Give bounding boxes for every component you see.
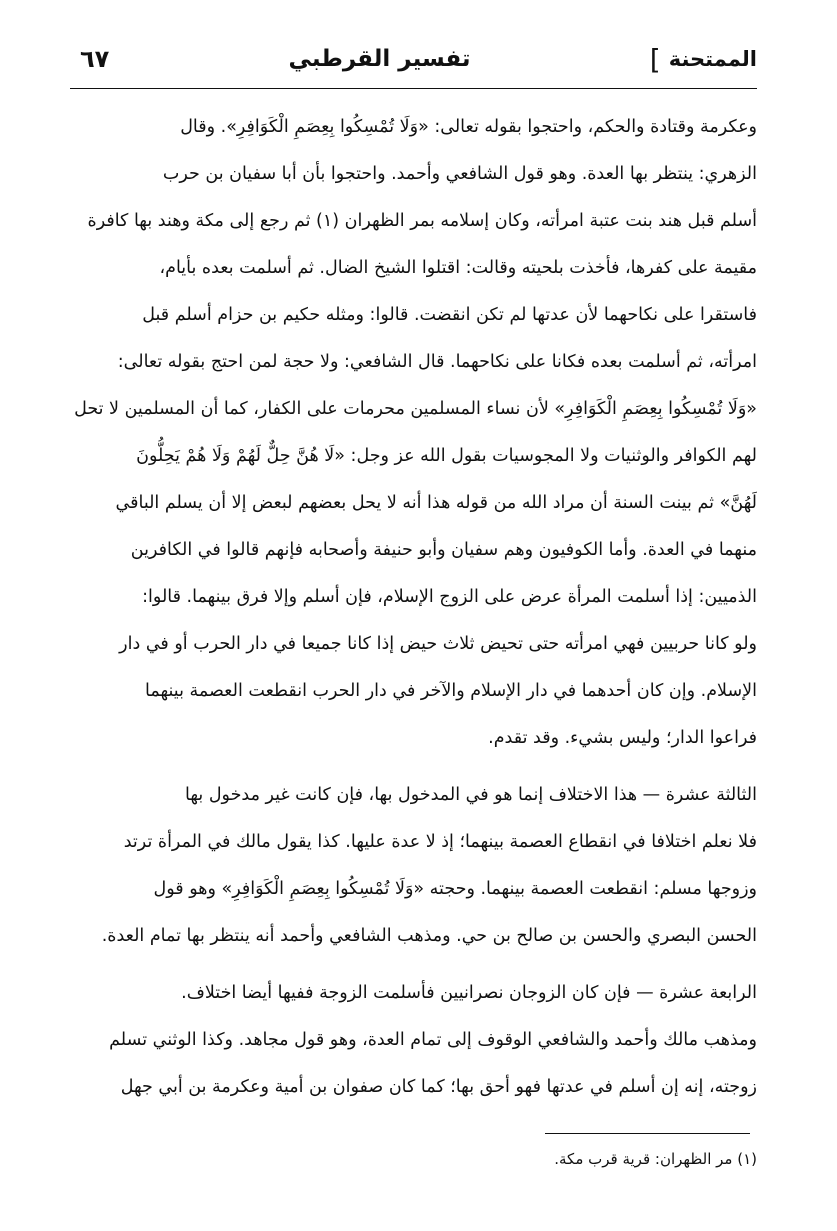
text-line: امرأته، ثم أسلمت بعده فكانا على نكاحهما. قال الشافعي: ولا حجة لمن احتج بقوله تعالى: <box>117 352 757 372</box>
text-line: فلا نعلم اختلافا في انقطاع العصمة بينهما؛ إذ لا عدة عليها. كذا يقول مالك في المرأة ترتد <box>123 832 757 852</box>
header-bracket: ] <box>649 42 661 76</box>
text-line: الحسن البصري والحسن بن صالح بن حي. ومذهب الشافعي وأحمد أنه ينتظر بها تمام العدة. <box>101 926 757 946</box>
paragraph-1 <box>74 104 757 762</box>
header-rule <box>70 88 757 89</box>
page-number: ٦٧ <box>80 45 110 73</box>
text-line: الثالثة عشرة — هذا الاختلاف إنما هو في المدخول بها، فإن كانت غير مدخول بها <box>184 785 757 805</box>
section-name: الممتحنة <box>668 47 757 71</box>
text-line: الإسلام. وإن كان أحدهما في دار الإسلام والآخر في دار الحرب انقطعت العصمة بينهما <box>145 681 757 701</box>
text-line: الزهري: ينتظر بها العدة. وهو قول الشافعي وأحمد. واحتجوا بأن أبا سفيان بن حرب <box>162 164 757 184</box>
text-line: مقيمة على كفرها، فأخذت بلحيته وقالت: اقتلوا الشيخ الضال. ثم أسلمت بعده بأيام، <box>159 258 757 278</box>
text-line: ولو كانا حربيين فهي امرأته حتى تحيض ثلاث حيض إذا كانا جميعا في دار الحرب أو في دار <box>119 634 757 654</box>
text-line: وعكرمة وقتادة والحكم، واحتجوا بقوله تعالى: «وَلَا تُمْسِكُوا بِعِصَمِ الْكَوَافِرِ». وقال <box>180 117 757 137</box>
book-title: تفسير القرطبي <box>288 46 471 72</box>
text-line: «وَلَا تُمْسِكُوا بِعِصَمِ الْكَوَافِرِ» لأن نساء المسلمين محرمات على الكفار، كما أن المسلمين لا تحل <box>74 399 757 419</box>
text-line: الذميين: إذا أسلمت المرأة عرض على الزوج الإسلام، فإن أسلم وإلا فرق بينهما. قالوا: <box>142 587 757 607</box>
footnote-rule <box>545 1133 750 1134</box>
text-line: ومذهب مالك وأحمد والشافعي الوقوف إلى تمام العدة، وهو قول مجاهد. وكذا الوثني تسلم <box>109 1030 757 1050</box>
text-line: لهم الكوافر والوثنيات ولا المجوسيات بقول الله عز وجل: «لَا هُنَّ حِلٌّ لَهُمْ وَلَا هُمْ يَحِلُّونَ <box>136 446 757 466</box>
text-line: وزوجها مسلم: انقطعت العصمة بينهما. وحجته «وَلَا تُمْسِكُوا بِعِصَمِ الْكَوَافِرِ» وهو قول <box>153 879 757 899</box>
text-line: فاستقرا على نكاحهما لأن عدتها لم تكن انقضت. قالوا: ومثله حكيم بن حزام أسلم قبل <box>142 305 757 325</box>
body-text <box>74 104 757 1111</box>
paragraph-2 <box>74 772 757 960</box>
page-header <box>70 34 757 84</box>
paragraph-3 <box>74 970 757 1111</box>
footnote: (١) مر الظهران: قرية قرب مكة. <box>554 1150 757 1168</box>
text-line: أسلم قبل هند بنت عتبة امرأته، وكان إسلامه بمر الظهران (١) ثم رجع إلى مكة وهند بها كافرة <box>87 211 757 231</box>
text-line: فراعوا الدار؛ وليس بشيء. وقد تقدم. <box>488 728 757 748</box>
text-line: منهما في العدة. وأما الكوفيون وهم سفيان وأبو حنيفة وأصحابه فإنهم قالوا في الكافرين <box>130 540 757 560</box>
text-line: الرابعة عشرة — فإن كان الزوجان نصرانيين فأسلمت الزوجة ففيها أيضا اختلاف. <box>181 983 757 1003</box>
section-title <box>650 43 757 76</box>
text-line: زوجته، إنه إن أسلم في عدتها فهو أحق بها؛ كما كان صفوان بن أمية وعكرمة بن أبي جهل <box>120 1077 757 1097</box>
text-line: لَهُنَّ» ثم بينت السنة أن مراد الله من قوله هذا أنه لا يحل بعضهم لبعض إلا أن يسلم الباقي <box>115 493 757 513</box>
